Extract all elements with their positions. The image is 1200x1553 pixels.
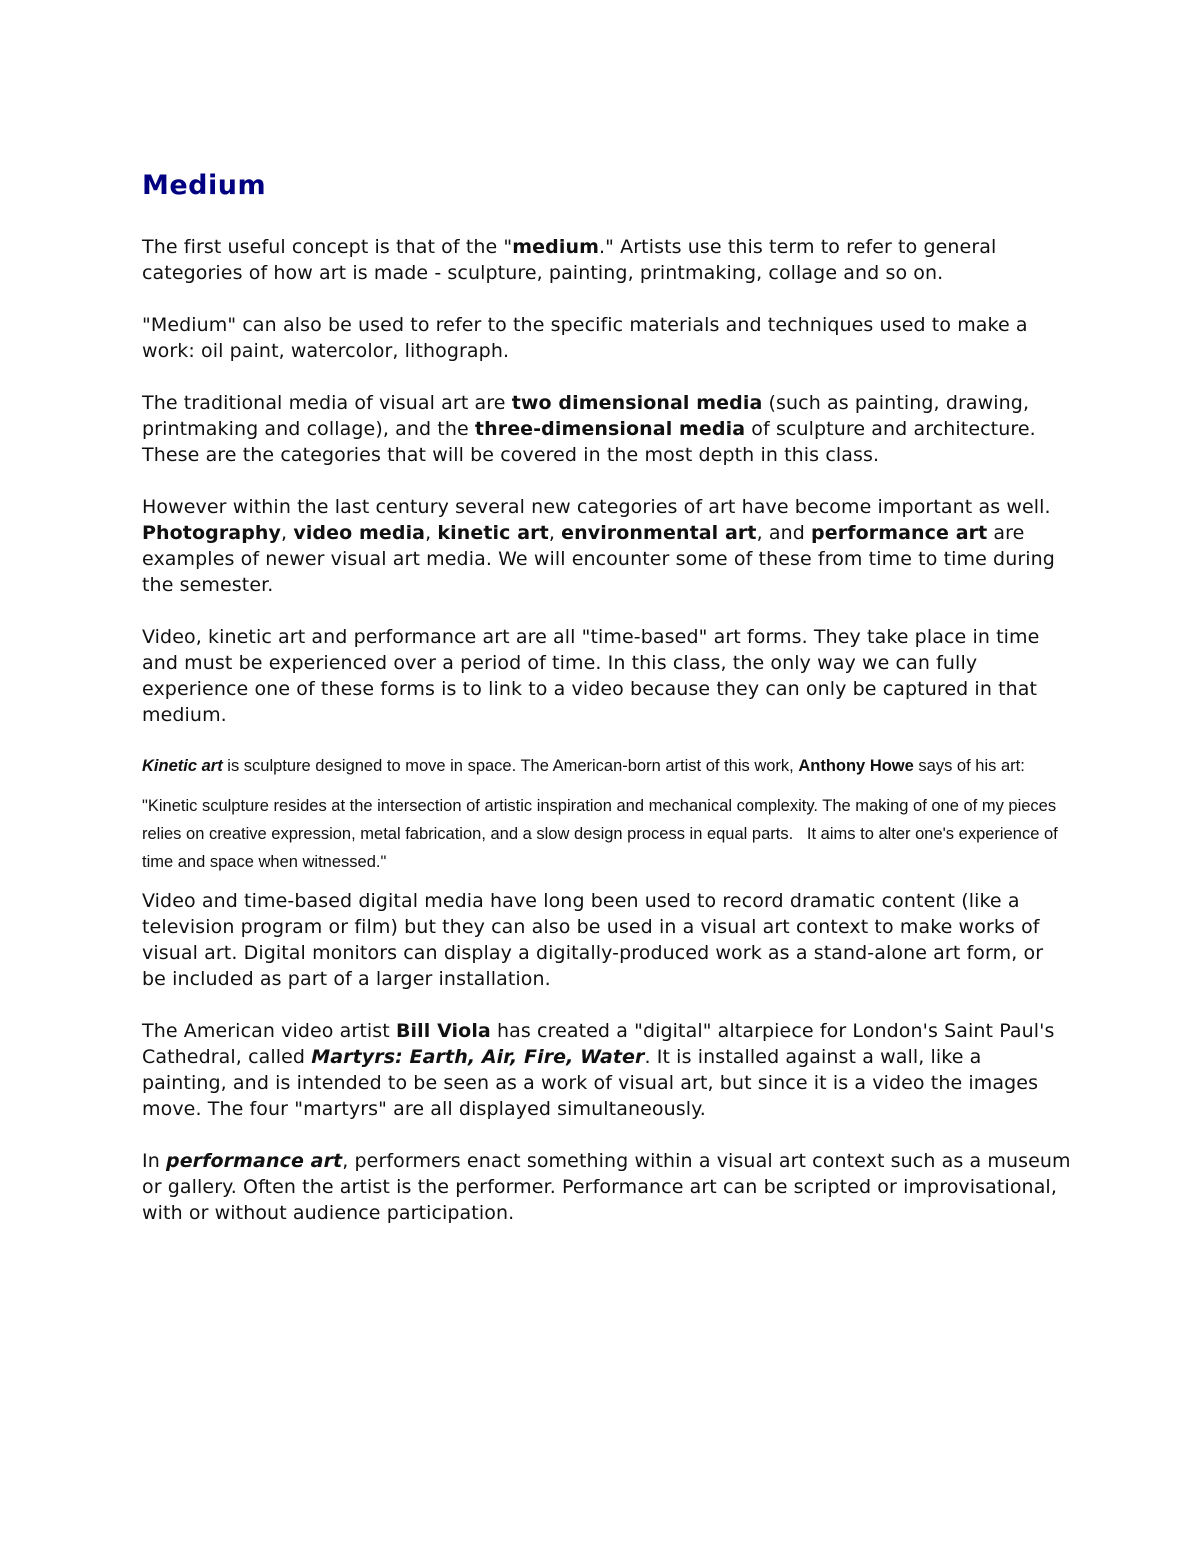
text-run: , performers enact something within a visual art context such as a museum or gallery. Often the artist is the performer. Performance art can be scripted or improvisational, with or without audience participation. [142, 1150, 1071, 1224]
paragraph-performance-art [142, 1148, 1072, 1226]
document-body [142, 168, 1072, 1252]
text-run: . It is installed against a wall, like a painting, and is intended to be seen as a work of visual art, but since it is a video the images move. The four "martyrs" are all displayed simultaneously. [142, 1046, 1039, 1120]
text-run: "Kinetic sculpture resides at the intersection of artistic inspiration and mechanical complexity. The making of one of my pieces relies on creative expression, metal fabrication, and a slow design process in equal parts. It aims to alter one's experience of time and space when witnessed." [142, 797, 1063, 871]
text-run: The American video artist [142, 1020, 396, 1042]
text-run: However within the last century several new categories of art have become important as well. [142, 496, 1051, 518]
paragraph-medium-definition [142, 234, 1072, 286]
text-run: ." Artists use this term to refer to general categories of how art is made - sculpture, painting, printmaking, collage and so on. [142, 236, 997, 284]
paragraph-bill-viola [142, 1018, 1072, 1122]
bold-italic-term: performance art [166, 1150, 343, 1172]
bold-term: two dimensional media [511, 392, 763, 414]
text-run: In [142, 1150, 166, 1172]
text-run: , [548, 522, 562, 544]
text-run: , and [756, 522, 812, 544]
bold-term: video media [293, 522, 426, 544]
text-run: , [281, 522, 294, 544]
bold-term: performance art [811, 522, 988, 544]
text-run: says of his art: [913, 757, 1025, 775]
page-title: Medium [142, 170, 267, 201]
bold-italic-title: Martyrs: Earth, Air, Fire, Water [311, 1046, 645, 1068]
paragraph-time-based [142, 624, 1072, 728]
text-run: of sculpture and architecture. These are the categories that will be covered in the most depth in this class. [142, 418, 1036, 466]
text-run: has created a "digital" altarpiece for London's Saint Paul's Cathedral, called [142, 1020, 1055, 1068]
text-run: "Medium" can also be used to refer to the specific materials and techniques used to make a work: oil paint, watercolor, lithograph. [142, 314, 1028, 362]
quote-anthony-howe [142, 792, 1072, 876]
text-run: Video, kinetic art and performance art are all "time-based" art forms. They take place in time and must be experienced over a period of time. In this class, the only way we can fully experience one of these forms is to link to a video because they can only be captured in that medium. [142, 626, 1040, 726]
text-run: are examples of newer visual art media. We will encounter some of these from time to time during the semester. [142, 522, 1055, 596]
paragraph-traditional-media [142, 390, 1072, 468]
paragraph-new-categories [142, 494, 1072, 598]
text-run: is sculpture designed to move in space. The American-born artist of this work, [222, 757, 799, 775]
paragraph-video-media [142, 888, 1072, 992]
text-run: , [425, 522, 438, 544]
text-run: (such as painting, drawing, printmaking and collage), and the [142, 392, 1030, 440]
bold-italic-term: Kinetic art [142, 757, 223, 775]
bold-term: Photography [142, 522, 282, 544]
text-run: The first useful concept is that of the " [142, 236, 513, 258]
bold-term: medium [512, 236, 600, 258]
bold-term: three-dimensional media [474, 418, 746, 440]
paragraph-medium-materials [142, 312, 1072, 364]
text-run: Video and time-based digital media have long been used to record dramatic content (like a television program or film) but they can also be used in a visual art context to make works of visual art. Digital monitors can display a digitally-produced work as a stand-alone art form, or be included as part of a larger installation. [142, 890, 1044, 990]
bold-term: kinetic art [437, 522, 549, 544]
bold-term: environmental art [561, 522, 757, 544]
bold-term: Bill Viola [395, 1020, 491, 1042]
paragraph-kinetic-art [142, 752, 1072, 780]
text-run: The traditional media of visual art are [142, 392, 512, 414]
bold-term: Anthony Howe [798, 757, 914, 775]
